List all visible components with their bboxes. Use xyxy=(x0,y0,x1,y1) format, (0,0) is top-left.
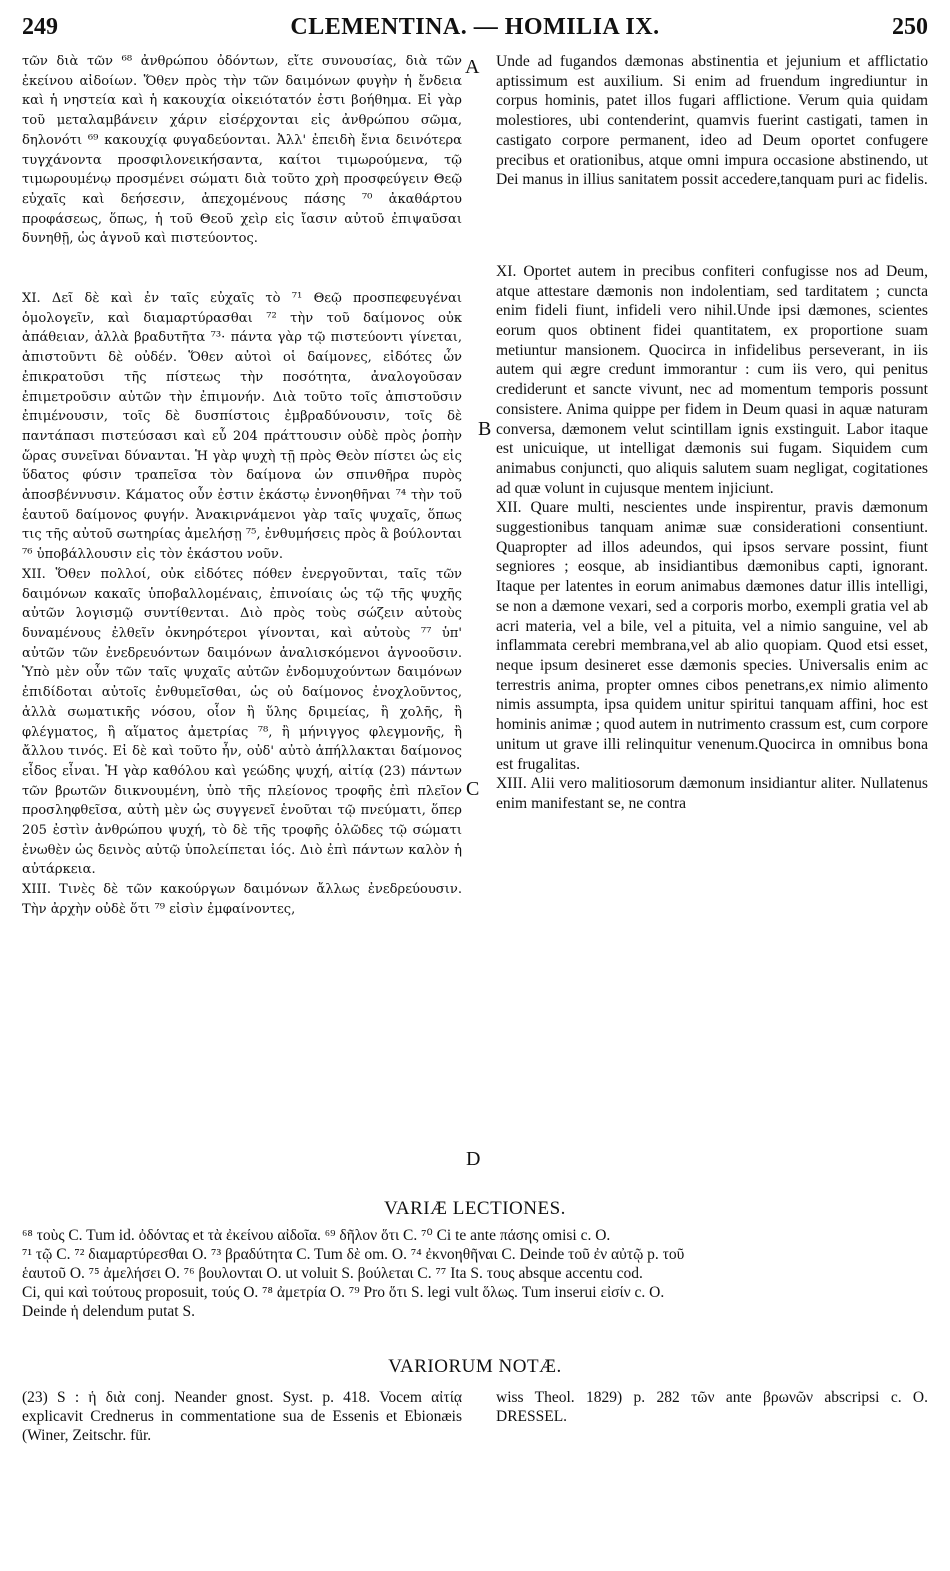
margin-marker-b: B xyxy=(478,418,492,440)
note-right xyxy=(496,1388,928,1426)
variant-line: ⁶⁸ τοὺς C. Tum id. ὀδόντας et τὰ ἐκείνου αἰδοῖα. ⁶⁹ δῆλον ὅτι C. ⁷⁰ Ci te ante πάσης omisi c. O. xyxy=(22,1227,611,1244)
greek-column xyxy=(22,52,462,1195)
variorum-notae-title: VARIORUM NOTÆ. xyxy=(388,1356,562,1377)
greek-paragraph: XII. Ὅθεν πολλοί, οὐκ εἰδότες πόθεν ἐνεργοῦνται, ταῖς τῶν δαιμόνων κακαῖς ὑποβαλλομέναις, ἐπινοίαις ὡς τῷ τῆς ψυχῆς αὐτῶν λογισμῷ συντίθενται. Διὸ πρὸς τοὺς σώζειν αὐτοὺς δυναμένους ἐλθεῖν ὀκνηρότεροι γίνονται, καὶ αὐτοὺς ⁷⁷ ὑπ' αὐτῶν τῶν ἐνεδρευόντων δαιμόνων ἀναλισκόμενοι ἀγνοοῦσιν. Ὑπὸ μὲν οὖν τῶν ταῖς ψυχαῖς αὐτῶν ἐνδομυχούντων δαιμόνων ἐπιδίδοται αὐτοῖς ἐνθυμεῖσθαι, ὡς οὐ δαίμονος ἐνοχλοῦντος, ἀλλὰ σωματικῆς νόσου, οἷον ἢ ὕλης δριμείας, ἢ χολῆς, ἢ φλέγματος, ἢ αἵματος ἀμετρίας ⁷⁸, ἢ μήνιγγος φλεγμονῆς, ἢ ἄλλου τινός. Εἰ δὲ καὶ τοῦτο ἦν, οὐδ' αὐτὸ ἀπήλλακται δαίμονος εἶδος εἶναι. Ἡ γὰρ καθόλου καὶ γεώδης ψυχή, αἰτίᾳ (23) πάντων τῶν βρωτῶν διικνουμένη, ὑπὸ τῆς πλείονος τροφῆς ἐπὶ πλεῖον προσληφθεῖσα, αὐτὴ μὲν ὡς συγγενεῖ ἑνοῦται τῷ πνεύματι, ὅπερ 205 ἐστὶν ἀνθρώπου ψυχή, τὸ δὲ τῆς τροφῆς ὁλῶδες τῷ σώματι ἐνωθὲν ὡς δεινὸς αὐτῷ ὑπολείπεται ἰός. Διὸ ἐπὶ πάντων καλὸν ἡ αὐτάρκεια. xyxy=(22,566,462,878)
margin-marker-a: A xyxy=(465,56,480,78)
latin-column xyxy=(496,52,928,1195)
note-left xyxy=(22,1388,462,1445)
variant-line: Ci, qui καὶ τούτους proposuit, τούς O. ⁷⁸ ἀμετρία O. ⁷⁹ Pro ὅτι S. legi vult ὅλως. Tum inserui εἰσίν c. O. xyxy=(22,1284,665,1301)
margin-marker-d: D xyxy=(466,1148,481,1170)
variae-lectiones-title: VARIÆ LECTIONES. xyxy=(384,1198,566,1219)
latin-paragraph: Unde ad fugandos dæmonas abstinentia et jejunium et afflictatio aptissimum est auxilium. Si enim ad fruendum ingrediuntur in corpus hominis, patet illos fugari afflictione. Verum quia quidam molestiores, ubi contenderint, quamvis fuerint castigati, tamen in castigato corpore permanent, ideo ad Deum oportet confugere precibus et orationibus, atque omni impura occasione abstinendo, ut Dei manus in illius sanitatem possit accedere,tanquam puri ac fidelis. xyxy=(496,53,928,189)
greek-paragraph: XIII. Τινὲς δὲ τῶν κακούργων δαιμόνων ἄλλως ἐνεδρεύουσιν. Τὴν ἀρχὴν οὐδὲ ὅτι ⁷⁹ εἰσὶν ἐμφαίνοντες, xyxy=(22,882,462,917)
variant-line: ἑαυτοῦ O. ⁷⁵ ἀμελήσει O. ⁷⁶ βουλονται O. ut voluit S. βούλεται C. ⁷⁷ Ita S. τους absque accentu cod. xyxy=(22,1265,643,1282)
footnote-text: (23) S : ἡ διὰ conj. Neander gnost. Syst. p. 418. Vocem αἰτίᾳ explicavit Crednerus in commentatione sua de Essenis et Ebionæis (Winer, Zeitschr. für. xyxy=(22,1389,462,1444)
variant-line: ⁷¹ τῷ C. ⁷² διαμαρτύρεσθαι O. ⁷³ βραδύτητα C. Tum δὲ om. O. ⁷⁴ ἐκνοηθῆναι C. Deinde τοῦ ἐν αὐτῷ p. τοῦ xyxy=(22,1246,685,1263)
greek-paragraph: τῶν διὰ τῶν ⁶⁸ ἀνθρώπου ὀδόντων, εἴτε συνουσίας, διὰ τῶν ἐκείνου αἰδοίων. Ὅθεν πρὸς τὴν τῶν δαιμόνων φυγὴν ἡ ἔνδεια καὶ ἡ νηστεία καὶ ἡ κακουχία οἰκειότατόν ἐστι βοήθημα. Εἰ γὰρ τοῦ μεταλαμβάνειν χάριν εἰσέρχονται εἰς ἀνθρώπου σῶμα, δηλονότι ⁶⁹ κακουχίᾳ φυγαδεύονται. Ἀλλ' ἐπειδὴ ἔνια δεινότερα τυγχάνοντα προσφιλονεικήσαντα, καίτοι τιμωρούμενα, τῷ τιμωρουμένῳ προσμένει σώματι διὰ τοῦτο χρὴ προσφεύγειν Θεῷ εὐχαῖς καὶ δεήσεσιν, ἀπεχομένους πάσης ⁷⁰ ἀκαθάρτου προφάσεως, ὅπως, ἡ τοῦ Θεοῦ χεὶρ εἰς ἴασιν αὐτοῦ ἐπιψαῦσαι δυνηθῇ, ὡς ἁγνοῦ καὶ πιστεύοντος. xyxy=(22,54,462,247)
footnote-text: wiss Theol. 1829) p. 282 τῶν ante βρωνῶν abscripsi c. O. DRESSEL. xyxy=(496,1389,928,1425)
variae-lectiones xyxy=(22,1226,928,1346)
page-number-right: 250 xyxy=(892,14,928,40)
variant-line: Deinde ἡ delendum putat S. xyxy=(22,1303,195,1320)
latin-paragraph: XII. Quare multi, nescientes unde inspirentur, pravis dæmonum suggestionibus tanquam animæ suæ considerationi consentiunt. Quapropter ad illos adeundos, qui ipsos servare possint, fiunt segniores ; eosque, ab insidiantibus dæmonibus capti, ignorant. Itaque per latentes in eorum animabus dæmones datur illis intelligi, se non a dæmone vexari, sed a corporis morbo, exempli gratia vel ab acri materia, vel a bile, vel a pituita, vel a nimio sanguine, vel ab inflammata cerebri membrana,vel ab alio quopiam. Quod etsi esset, neque ipsum desineret esse dæmonis species. Universalis enim ac terrestris anima, propter omnes cibos penetrans,ex nimio alimento nimis assumpta, ipsa quidem unitur spiritui tanquam affini, hoc est hominis animæ ; quod autem in nutrimento crassum est, cum corpore unitum ut grave illi relinquitur venenum.Quocirca in omnibus bona est frugalitas. xyxy=(496,499,928,773)
running-header xyxy=(22,14,928,44)
margin-marker-c: C xyxy=(466,778,480,800)
running-title: CLEMENTINA. — HOMILIA IX. xyxy=(290,14,660,40)
latin-paragraph: XIII. Alii vero malitiosorum dæmonum insidiantur aliter. Nullatenus enim manifestant se, ne contra xyxy=(496,775,928,812)
greek-paragraph: XI. Δεῖ δὲ καὶ ἐν ταῖς εὐχαῖς τὸ ⁷¹ Θεῷ προσπεφευγέναι ὁμολογεῖν, καὶ διαμαρτύρασθαι ⁷² τὴν τοῦ δαίμονος οὐκ ἀπάθειαν, ἀλλὰ βραδυτῆτα ⁷³· πάντα γὰρ τῷ πιστεύοντι γίνεται, ἀπιστοῦντι δὲ οὐδέν. Ὅθεν αὐτοὶ οἱ δαίμονες, εἰδότες ὧν ἐπικρατοῦσι τῆς πίστεως τὴν ποσότητα, ἀναλογοῦσαν ἐπιμετροῦσιν αὐτῶν τὴν ἐπιμονήν. Διὰ τοῦτο τοῖς ἀπιστοῦσιν ἐπιμένουσιν, τοῖς δὲ δυσπίστοις ἐμβραδύνουσιν, τοῖς δὲ παντάπασι πιστεύσασι καὶ εὖ 204 πράττουσιν οὐδὲ πρὸς ῥοπὴν ὥρας συνεῖναι δύνανται. Ἡ γὰρ ψυχὴ τῇ πρὸς Θεὸν πίστει ὡς εἰς ὕδατος φύσιν τραπεῖσα τὸν δαίμονα ὡν σπινθῆρα πυρὸς ἀποσβέννυσιν. Κάματος οὖν ἐστιν ἑκάστῳ ἐννοηθῆναι ⁷⁴ τὴν τοῦ ἑαυτοῦ δαίμονος φυγήν. Ἀνακιρνάμενοι γὰρ ταῖς ψυχαῖς, ὅπως τις τῆς αὐτοῦ σωτηρίας ἀμελήσῃ ⁷⁵, ἐνθυμήσεις πρὸς ἃ βούλονται ⁷⁶ ὑποβάλλουσιν εἰς τὸν ἑκάστου νοῦν. xyxy=(22,291,462,563)
page-number-left: 249 xyxy=(22,14,58,40)
latin-paragraph: XI. Oportet autem in precibus confiteri confugisse nos ad Deum, atque attestare dæmonis non indolentiam, sed tarditatem ; cuncta enim fideli fiunt, infideli vero nihil.Unde ipsi dæmones, scientes eorum quos obtinent fidei quantitatem, ex proportione suam metiuntur mansionem. Quocirca in infidelibus perseverant, in iis autem qui ægre credunt immorantur : cum iis vero, qui penitus crediderunt et sancte vivunt, nec ad momentum temporis possunt consistere. Anima quippe per fidem in Deum quasi in aquæ naturam conversa, dæmonem velut scintillam ignis exstinguit. Labor itaque est unicuique, ut intelligat dæmonis sui fugam. Siquidem cum animabus conjuncti, quo aliquis salutem suam negligat, cogitationes ad quæ volunt in cujusque mentem injiciunt. xyxy=(496,262,928,497)
